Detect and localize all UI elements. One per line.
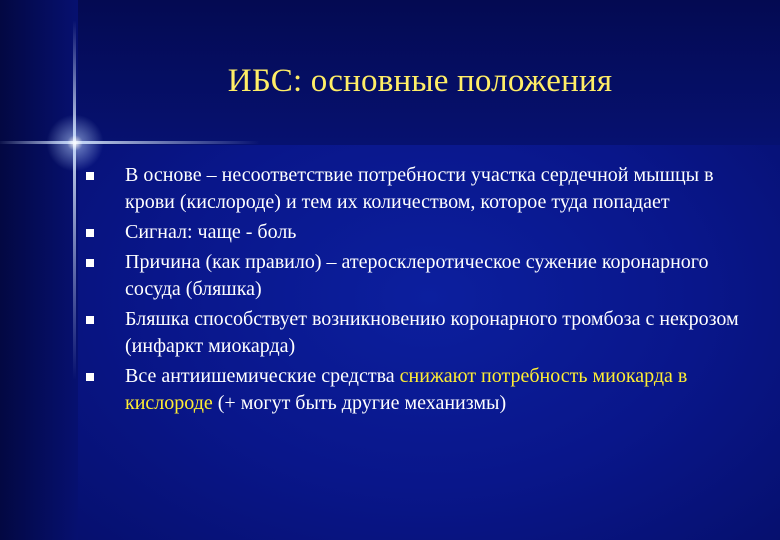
light-flare-horizontal xyxy=(0,141,260,144)
square-bullet-icon xyxy=(86,172,94,180)
bullet-text-before: Все антиишемические средства xyxy=(125,365,400,387)
bullet-text: В основе – несоответствие потребности участка сердечной мышцы в крови (кислороде) и тем их количеством, которое туда попадает xyxy=(125,164,714,213)
bullet-item xyxy=(86,162,746,216)
square-bullet-icon xyxy=(86,316,94,324)
bullet-item xyxy=(86,219,746,246)
square-bullet-icon xyxy=(86,373,94,381)
bullet-text: Бляшка способствует возникновению коронарного тромбоза с некрозом (инфаркт миокарда) xyxy=(125,308,739,357)
bullet-text: Сигнал: чаще - боль xyxy=(125,221,297,243)
bullet-text-after: (+ могут быть другие механизмы) xyxy=(212,392,507,414)
bullet-item xyxy=(86,306,746,360)
bullet-list xyxy=(86,162,746,420)
slide-title: ИБС: основные положения xyxy=(227,63,613,99)
bullet-item xyxy=(86,363,746,417)
square-bullet-icon xyxy=(86,229,94,237)
bullet-item xyxy=(86,249,746,303)
bullet-text: Причина (как правило) – атеросклеротическое сужение коронарного сосуда (бляшка) xyxy=(125,251,709,300)
bullet-text-highlight: снижают потребность миокарда в кислороде xyxy=(125,365,688,414)
square-bullet-icon xyxy=(86,259,94,267)
